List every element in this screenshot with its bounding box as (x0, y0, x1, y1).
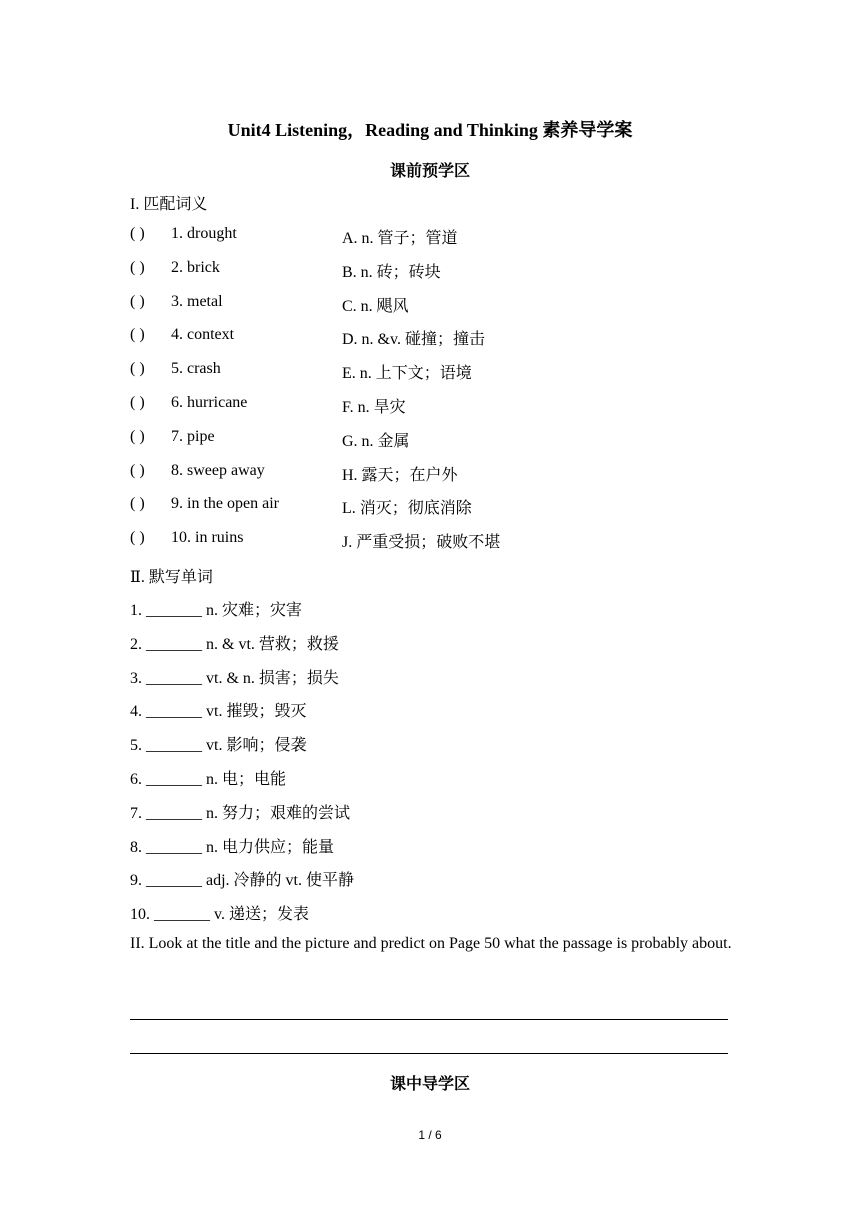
vocab-meaning: A. n. 管子；管道 (342, 230, 458, 247)
spelling-item: 1. _______ n. 灾难；灾害 (130, 602, 303, 619)
vocab-meaning: J. 严重受损；破败不堪 (342, 534, 501, 552)
answer-blank[interactable]: ( ) (130, 292, 145, 310)
spelling-item: 8. _______ n. 电力供应；能量 (130, 838, 335, 856)
answer-blank[interactable]: ( ) (130, 427, 145, 445)
spelling-item: 9. _______ adj. 冷静的 vt. 使平静 (130, 872, 354, 890)
vocab-meaning: L. 消灭；彻底消除 (342, 500, 472, 518)
vocab-word: 7. pipe (171, 427, 215, 445)
section-1-heading: I. 匹配词义 (130, 196, 208, 213)
answer-line[interactable] (130, 1019, 728, 1020)
matching-row (130, 428, 730, 450)
vocab-meaning: H. 露天；在户外 (342, 466, 458, 484)
spelling-item: 4. _______ vt. 摧毁；毁灭 (130, 703, 307, 721)
spelling-item: 10. _______ v. 递送；发表 (130, 906, 309, 924)
spelling-item: 5. _______ vt. 影响；侵袭 (130, 737, 307, 755)
vocab-meaning: C. n. 飓风 (342, 297, 409, 315)
answer-blank[interactable]: ( ) (130, 326, 145, 344)
vocab-meaning: B. n. 砖；砖块 (342, 263, 441, 281)
pre-class-heading: 课前预学区 (389, 163, 470, 180)
section-2-heading: Ⅱ. 默写单词 (130, 569, 213, 586)
answer-blank[interactable]: ( ) (130, 394, 145, 411)
matching-row (130, 293, 730, 315)
answer-blank[interactable]: ( ) (130, 360, 145, 378)
spelling-item: 2. _______ n. & vt. 营救；救援 (130, 635, 339, 653)
answer-blank[interactable]: ( ) (130, 225, 145, 242)
matching-row (130, 259, 730, 281)
answer-line[interactable] (130, 1053, 728, 1054)
matching-row (130, 326, 730, 348)
in-class-heading: 课中导学区 (389, 1076, 470, 1093)
vocab-word: 3. metal (171, 292, 223, 310)
prediction-question: II. Look at the title and the picture and predict on Page 50 what the passage is probably about. (130, 935, 732, 952)
vocab-word: 2. brick (171, 258, 220, 276)
page-number: 1 / 6 (418, 1128, 442, 1142)
matching-row (130, 360, 730, 382)
matching-row (130, 225, 730, 247)
spelling-item: 3. _______ vt. & n. 损害；损失 (130, 669, 339, 687)
vocab-word: 5. crash (171, 360, 221, 378)
vocab-word: 1. drought (171, 225, 237, 242)
vocab-word: 6. hurricane (171, 394, 248, 411)
matching-row (130, 529, 730, 551)
answer-blank[interactable]: ( ) (130, 529, 145, 547)
matching-row (130, 394, 730, 416)
vocab-word: 4. context (171, 326, 235, 344)
spelling-item: 6. _______ n. 电；电能 (130, 771, 287, 788)
document-title: Unit4 Listening，Reading and Thinking 素养导学案 (227, 120, 633, 140)
spelling-item: 7. _______ n. 努力；艰难的尝试 (130, 804, 351, 822)
answer-blank[interactable]: ( ) (130, 258, 145, 276)
answer-blank[interactable]: ( ) (130, 495, 145, 513)
vocab-meaning: E. n. 上下文；语境 (342, 365, 472, 383)
answer-blank[interactable]: ( ) (130, 461, 145, 479)
vocab-word: 8. sweep away (171, 461, 265, 479)
vocab-meaning: G. n. 金属 (342, 432, 410, 450)
vocab-meaning: F. n. 旱灾 (342, 399, 406, 416)
vocab-meaning: D. n. &v. 碰撞；撞击 (342, 331, 485, 349)
vocab-word: 9. in the open air (171, 495, 279, 513)
matching-row (130, 462, 730, 484)
matching-row (130, 495, 730, 517)
vocab-word: 10. in ruins (171, 529, 244, 547)
